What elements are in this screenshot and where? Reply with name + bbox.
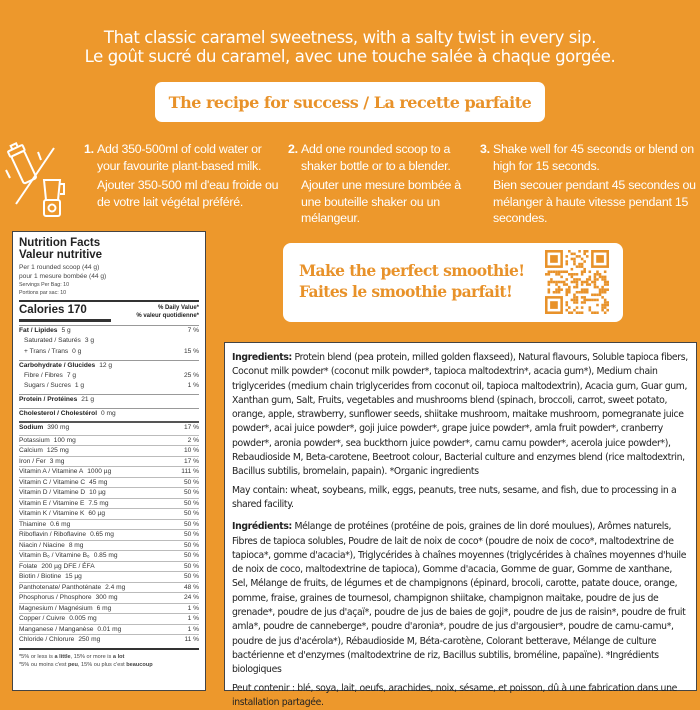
nutrient-amount: 0.85 mg	[93, 552, 118, 560]
step-text-fr: Ajouter 350-500 ml d'eau froide ou de votre lait végétal préféré.	[97, 178, 279, 209]
tagline-en: That classic caramel sweetness, with a salty twist in every sip.	[103, 28, 597, 47]
smoothie-callout	[283, 243, 623, 322]
footnote	[19, 648, 199, 669]
nutrient-amount: 7.5 mg	[88, 499, 109, 507]
nutrient-amount: 1 g	[74, 382, 85, 390]
nutrient-label: + Trans / Trans	[24, 347, 69, 355]
blender-icon	[44, 180, 64, 216]
nutrient-row	[19, 582, 199, 593]
allergens-fr: Peut contenir : blé, soya, lait, oeufs, arachides, noix, sésame, et poisson, dû à une fabrication dans une installation partagée.	[232, 682, 678, 708]
nutrient-row	[19, 613, 199, 624]
step-text-en: Add 350-500ml of cold water or your favourite plant-based milk.	[97, 142, 262, 173]
nutrient-row	[19, 561, 199, 572]
nutrition-title-en: Nutrition Facts	[19, 237, 101, 249]
servings-en: Servings Per Bag: 10	[19, 282, 70, 288]
shaker-blender-icon	[4, 140, 68, 220]
nutrient-row	[19, 634, 199, 645]
nutrition-facts-panel	[12, 231, 206, 691]
nutrient-amount: 2.4 mg	[105, 583, 126, 591]
nutrient-label: Copper / Cuivre	[19, 615, 66, 623]
nutrient-label: Vitamin B₆ / Vitamine B₆	[19, 552, 90, 560]
nutrient-dv: 15 %	[183, 347, 199, 355]
nutrient-label: Folate	[19, 562, 38, 570]
nutrient-dv: 1 %	[187, 615, 199, 623]
nutrient-dv: 48 %	[183, 583, 199, 591]
nutrient-dv: 50 %	[183, 489, 199, 497]
nutrient-label: Thiamine	[19, 520, 47, 528]
step-2	[288, 141, 478, 227]
nutrient-amount: 21 g	[81, 396, 95, 404]
step-text-fr: Bien secouer pendant 45 secondes ou mélanger à haute vitesse pendant 15 secondes.	[493, 178, 696, 225]
nutrient-label: Vitamin E / Vitamine E	[19, 499, 85, 507]
nutrient-dv: 50 %	[183, 541, 199, 549]
nutrient-row	[19, 408, 199, 419]
ingredients-fr: Ingrédients: Mélange de protéines (protéine de pois, graines de lin doré moulues), Arômes naturels, Fibres de tapioca solubles, Poudre de lait de noix de coco* (poudre de noix de coco*, maltodextrine de tapioca*, gomme d'acacia*), Triglycérides à chaînes moyennes (triglycérides à chaînes moyennes d'huile de noix de coco, maltodextrine de tapioca), Gomme d'acacia, Gomme de guar, Gomme de xanthane, Sel, Mélange de fruits, de légumes et de champignons (épinard, brocoli, carotte, patate douce, orange, pomme, fraise, graines de tournesol, champignon shiitake, champignon maitake, poudre de jus de grenade*, poudre de jus d'açaï*, poudre de jus de baies de goji*, poudre de jus de raisin*, poudre de fruit amla*, poudre de canneberge*, poudre d'aronia*, poudre de jus d'argousier*, poudre de camu-camu*, poudre de jus d'acérola*), Rébaudioside M, Béta-carotène, Colorant betterave, Mélange de culture bactérienne et d'enzymes (maltodextrine de riz, Bacillus subtilis, broméline, papaïne). *Ingrédients biologiques	[232, 521, 687, 676]
nutrient-dv: 10 %	[183, 447, 199, 455]
nutrient-dv: 1 %	[187, 604, 199, 612]
nutrient-amount: 7 g	[66, 371, 77, 379]
nutrient-dv: 2 %	[187, 436, 199, 444]
dv-header-fr: % valeur quotidienne*	[136, 313, 199, 319]
nutrient-amount: 3 g	[84, 337, 94, 345]
nutrient-label: Phosphorus / Phosphore	[19, 594, 92, 602]
nutrient-label: Vitamin C / Vitamine C	[19, 478, 86, 486]
nutrient-amount: 100 mg	[53, 436, 76, 444]
nutrient-row	[19, 477, 199, 488]
ingredients-en: Ingredients: Protein blend (pea protein, milled golden flaxseed), Natural flavours, Soluble tapioca fibers, Coconut milk powder* (coconut milk powder*, tapioca maltodextrin*, acacia gum*), Medium chain triglycerides (medium chain triglycerides from coconut oil, tapioca maltodextrin), Acacia gum, Guar gum, Xanthan gum, Salt, Fruits, vegetables and mushrooms blend (spinach, broccoli, carrot, sweet potato, orange, apple, strawberry, sunflower seeds, shiitake mushroom, maitake mushroom, pomegranate juice powder*, acai juice powder*, goji juice powder*, grape juice powder*, amla fruit powder*, cranberry powder*, aronia powder*, sea buckthorn juice powder*, camu camu powder*, acerola juice powder*), Rebaudioside M, Beta-carotene, Beetroot colour, Bacterial culture and enzymes blend (rice maltodextrin, Bacillus subtilis, bromelain, papain). *Organic ingredients	[232, 352, 688, 478]
serving-size-en: Per 1 rounded scoop (44 g)	[19, 264, 100, 271]
smoothie-line-fr: Faites le smoothie parfait!	[299, 282, 513, 301]
nutrient-dv: 50 %	[183, 531, 199, 539]
nutrient-dv: 1 %	[187, 625, 199, 633]
step-3	[480, 141, 698, 227]
nutrient-dv: 50 %	[183, 562, 199, 570]
nutrient-label: Calcium	[19, 447, 43, 455]
nutrition-title-fr: Valeur nutritive	[19, 249, 103, 261]
nutrient-dv: 50 %	[183, 499, 199, 507]
nutrient-dv: 17 %	[183, 423, 199, 431]
nutrient-dv: 111 %	[181, 468, 199, 476]
nutrient-label: Biotin / Biotine	[19, 573, 62, 581]
nutrient-label: Chloride / Chlorure	[19, 636, 75, 644]
nutrient-label: Magnesium / Magnésium	[19, 604, 93, 612]
tagline-fr: Le goût sucré du caramel, avec une touche salée à chaque gorgée.	[84, 47, 616, 66]
nutrient-amount: 0.65 mg	[90, 531, 114, 539]
nutrient-row	[19, 370, 199, 381]
nutrient-row	[19, 325, 199, 336]
nutrient-row	[19, 360, 199, 371]
step-number: 2.	[288, 142, 298, 156]
allergens-en: May contain: wheat, soybeans, milk, eggs, peanuts, tree nuts, sesame, and fish, due to processing in a shared facility.	[232, 484, 677, 510]
nutrient-label: Sodium	[19, 423, 44, 431]
step-number: 3.	[480, 142, 490, 156]
nutrient-label: Niacin / Niacine	[19, 541, 65, 549]
ingredients-panel	[224, 342, 697, 708]
nutrient-label: Panthotenate/ Panthoténate	[19, 583, 102, 591]
nutrient-dv: 17 %	[183, 457, 199, 465]
nutrient-row	[19, 435, 199, 446]
nutrient-amount: 60 µg	[88, 510, 105, 518]
footnote-en: *5% or less is a little, 15% or more is a lot	[19, 653, 125, 660]
calories: Calories 170	[19, 304, 111, 322]
step-number: 1.	[84, 142, 94, 156]
nutrient-dv: 50 %	[183, 573, 199, 581]
nutrient-amount: 390 mg	[47, 423, 70, 431]
nutrient-amount: 0 mg	[101, 409, 116, 417]
nutrient-label: Riboflavin / Riboflavine	[19, 531, 87, 539]
nutrient-row	[19, 571, 199, 582]
nutrient-amount: 1000 µg	[87, 468, 112, 476]
nutrient-label: Iron / Fer	[19, 457, 46, 465]
recipe-title: The recipe for success / La recette parfaite	[168, 92, 532, 112]
nutrient-amount: 8 mg	[68, 541, 84, 549]
nutrient-amount: 3 mg	[49, 457, 65, 465]
nutrient-label: Potassium	[19, 436, 50, 444]
nutrient-label: Vitamin D / Vitamine D	[19, 489, 86, 497]
dv-header-en: % Daily Value*	[157, 305, 199, 311]
nutrient-row	[19, 394, 199, 405]
nutrient-row	[19, 508, 199, 519]
nutrient-row	[19, 550, 199, 561]
nutrient-label: Sugars / Sucres	[24, 382, 71, 390]
nutrient-row	[19, 466, 199, 477]
nutrient-amount: 6 mg	[96, 604, 112, 612]
nutrient-label: Saturated / Saturés	[24, 337, 81, 345]
nutrient-row	[19, 336, 199, 347]
nutrient-row	[19, 529, 199, 540]
nutrient-dv: 50 %	[183, 552, 199, 560]
nutrient-row	[19, 624, 199, 635]
nutrient-amount: 10 µg	[89, 489, 106, 497]
slash-divider	[16, 148, 54, 204]
nutrient-amount: 0.01 mg	[97, 625, 122, 633]
nutrient-row	[19, 456, 199, 467]
nutrient-row	[19, 487, 199, 498]
nutrient-label: Cholesterol / Cholestérol	[19, 409, 98, 417]
step-text-fr: Ajouter une mesure bombée à une bouteille shaker ou un mélangeur.	[301, 178, 461, 225]
nutrient-label: Protein / Protéines	[19, 396, 78, 404]
nutrient-amount: 125 mg	[46, 447, 69, 455]
nutrient-label: Manganese / Manganèse	[19, 625, 94, 633]
nutrient-amount: 0.005 mg	[69, 615, 97, 623]
nutrient-amount: 45 mg	[89, 478, 108, 486]
nutrient-amount: 300 mg	[95, 594, 118, 602]
nutrient-row	[19, 540, 199, 551]
recipe-banner	[155, 82, 545, 122]
nutrient-amount: 250 mg	[78, 636, 101, 644]
nutrient-label: Carbohydrate / Glucides	[19, 361, 96, 369]
nutrient-amount: 200 µg DFE / ÉFA	[41, 562, 95, 570]
nutrient-dv: 50 %	[183, 520, 199, 528]
nutrient-row	[19, 421, 199, 432]
nutrient-amount: 0.6 mg	[50, 520, 71, 528]
nutrient-dv: 7 %	[187, 327, 199, 335]
nutrient-dv: 25 %	[183, 371, 199, 379]
footnote-fr: *5% ou moins c'est peu, 15% ou plus c'est beaucoup	[19, 661, 153, 668]
nutrient-dv: 50 %	[183, 510, 199, 518]
servings-fr: Portions par sac: 10	[19, 290, 67, 296]
qr-code-icon[interactable]	[545, 250, 609, 314]
nutrient-amount: 12 g	[99, 361, 113, 369]
nutrient-label: Fat / Lipides	[19, 327, 58, 335]
step-text-en: Shake well for 45 seconds or blend on high for 15 seconds.	[493, 142, 694, 173]
tagline	[0, 28, 700, 66]
smoothie-line-en: Make the perfect smoothie!	[299, 261, 525, 280]
nutrient-amount: 5 g	[61, 327, 71, 335]
nutrient-amount: 0 g	[72, 347, 82, 355]
nutrient-row	[19, 381, 199, 392]
nutrient-row	[19, 519, 199, 530]
step-text-en: Add one rounded scoop to a shaker bottle or to a blender.	[301, 142, 451, 173]
nutrient-row	[19, 445, 199, 456]
nutrient-row	[19, 346, 199, 357]
calories-row	[19, 304, 199, 322]
nutrient-dv: 1 %	[187, 382, 199, 390]
nutrient-dv: 11 %	[184, 636, 199, 644]
nutrient-row	[19, 498, 199, 509]
nutrient-label: Vitamin K / Vitamine K	[19, 510, 85, 518]
step-1	[84, 141, 287, 210]
nutrient-row	[19, 592, 199, 603]
nutrient-dv: 24 %	[183, 594, 199, 602]
nutrient-label: Fibre / Fibres	[24, 371, 63, 379]
nutrient-row	[19, 603, 199, 614]
nutrient-amount: 15 µg	[65, 573, 82, 581]
nutrient-label: Vitamin A / Vitamine A	[19, 468, 84, 476]
nutrient-dv: 50 %	[183, 478, 199, 486]
serving-size-fr: pour 1 mesure bombée (44 g)	[19, 272, 107, 280]
